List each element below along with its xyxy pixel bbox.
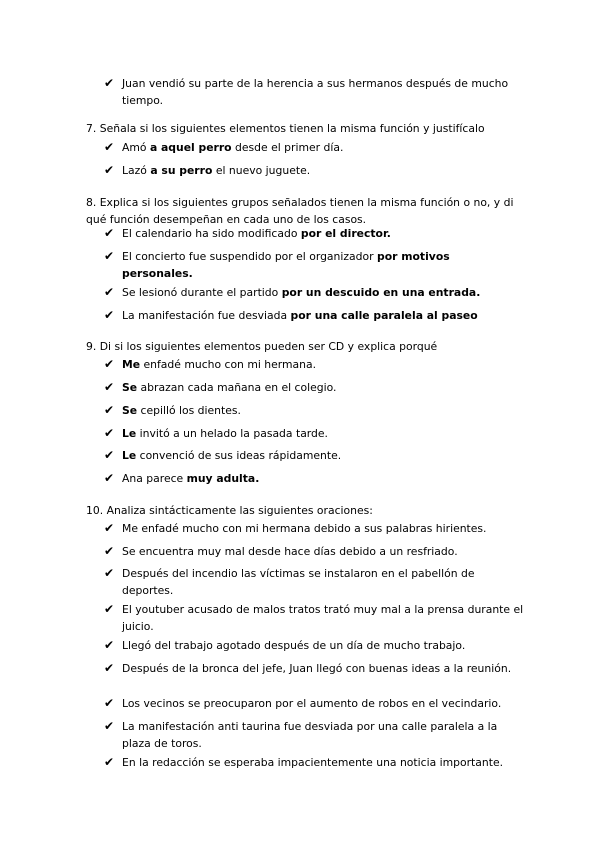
list-item: ✔ Se abrazan cada mañana en el colegio. [104, 380, 337, 394]
checkmark-icon: ✔ [104, 76, 115, 90]
list-item: ✔ La manifestación anti taurina fue desviada por una calle paralela a la plaza de toros. [104, 719, 498, 750]
list-item: ✔ En la redacción se esperaba impacientemente una noticia importante. [104, 755, 504, 769]
list-item: ✔ Los vecinos se preocuparon por el aumento de robos en el vecindario. [104, 696, 502, 710]
list-item: ✔ Me enfadé mucho con mi hermana. [104, 357, 317, 371]
checkmark-icon: ✔ [104, 448, 115, 462]
checkmark-icon: ✔ [104, 638, 115, 652]
list-item: ✔ El youtuber acusado de malos tratos trató muy mal a la prensa durante el juicio. [104, 602, 524, 633]
checkmark-icon: ✔ [104, 544, 115, 558]
checkmark-icon: ✔ [104, 380, 115, 394]
checkmark-icon: ✔ [104, 719, 115, 733]
list-item: ✔ Me enfadé mucho con mi hermana debido a sus palabras hirientes. [104, 521, 487, 535]
question-7-heading: 7. Señala si los siguientes elementos tienen la misma función y justifícalo [86, 122, 485, 135]
list-item: ✔ Llegó del trabajo agotado después de un día de mucho trabajo. [104, 638, 466, 652]
checkmark-icon: ✔ [104, 226, 115, 240]
list-item: ✔ Se lesionó durante el partido por un descuido en una entrada. [104, 285, 481, 299]
checkmark-icon: ✔ [104, 755, 115, 769]
list-item: ✔ El concierto fue suspendido por el organizador por motivos personales. [104, 249, 450, 280]
checkmark-icon: ✔ [104, 163, 115, 177]
checkmark-icon: ✔ [104, 140, 115, 154]
question-8-heading: 8. Explica si los siguientes grupos señalados tienen la misma función o no, y di qué función desempeñan en cada uno de los casos. [86, 196, 514, 226]
checkmark-icon: ✔ [104, 696, 115, 710]
checkmark-icon: ✔ [104, 357, 115, 371]
checkmark-icon: ✔ [104, 249, 115, 263]
question-10-heading: 10. Analiza sintácticamente las siguientes oraciones: [86, 504, 373, 517]
list-item: ✔ El calendario ha sido modificado por el director. [104, 226, 391, 240]
checkmark-icon: ✔ [104, 285, 115, 299]
list-item: ✔ Ana parece muy adulta. [104, 471, 260, 485]
checkmark-icon: ✔ [104, 403, 115, 417]
list-item: ✔ La manifestación fue desviada por una calle paralela al paseo [104, 308, 478, 322]
list-item [104, 75, 524, 109]
list-item: ✔ Se cepilló los dientes. [104, 403, 241, 417]
checkmark-icon: ✔ [104, 602, 115, 616]
question-9-heading: 9. Di si los siguientes elementos pueden ser CD y explica porqué [86, 340, 438, 353]
list-item: ✔ Después de la bronca del jefe, Juan llegó con buenas ideas a la reunión. [104, 661, 512, 675]
list-item: ✔ Le invitó a un helado la pasada tarde. [104, 426, 328, 440]
checkmark-icon: ✔ [104, 426, 115, 440]
checkmark-icon: ✔ [104, 471, 115, 485]
list-item: ✔ Lazó a su perro el nuevo juguete. [104, 163, 311, 177]
item-text: Juan vendió su parte de la herencia a sus hermanos después de mucho tiempo. [122, 77, 509, 107]
list-item: ✔ Se encuentra muy mal desde hace días debido a un resfriado. [104, 544, 458, 558]
checkmark-icon: ✔ [104, 566, 115, 580]
checkmark-icon: ✔ [104, 661, 115, 675]
checkmark-icon: ✔ [104, 521, 115, 535]
list-item: ✔ Después del incendio las víctimas se instalaron en el pabellón de deportes. [104, 566, 475, 597]
checkmark-icon: ✔ [104, 308, 115, 322]
list-item: ✔ Le convenció de sus ideas rápidamente. [104, 448, 342, 462]
list-item: ✔ Amó a aquel perro desde el primer día. [104, 140, 344, 154]
